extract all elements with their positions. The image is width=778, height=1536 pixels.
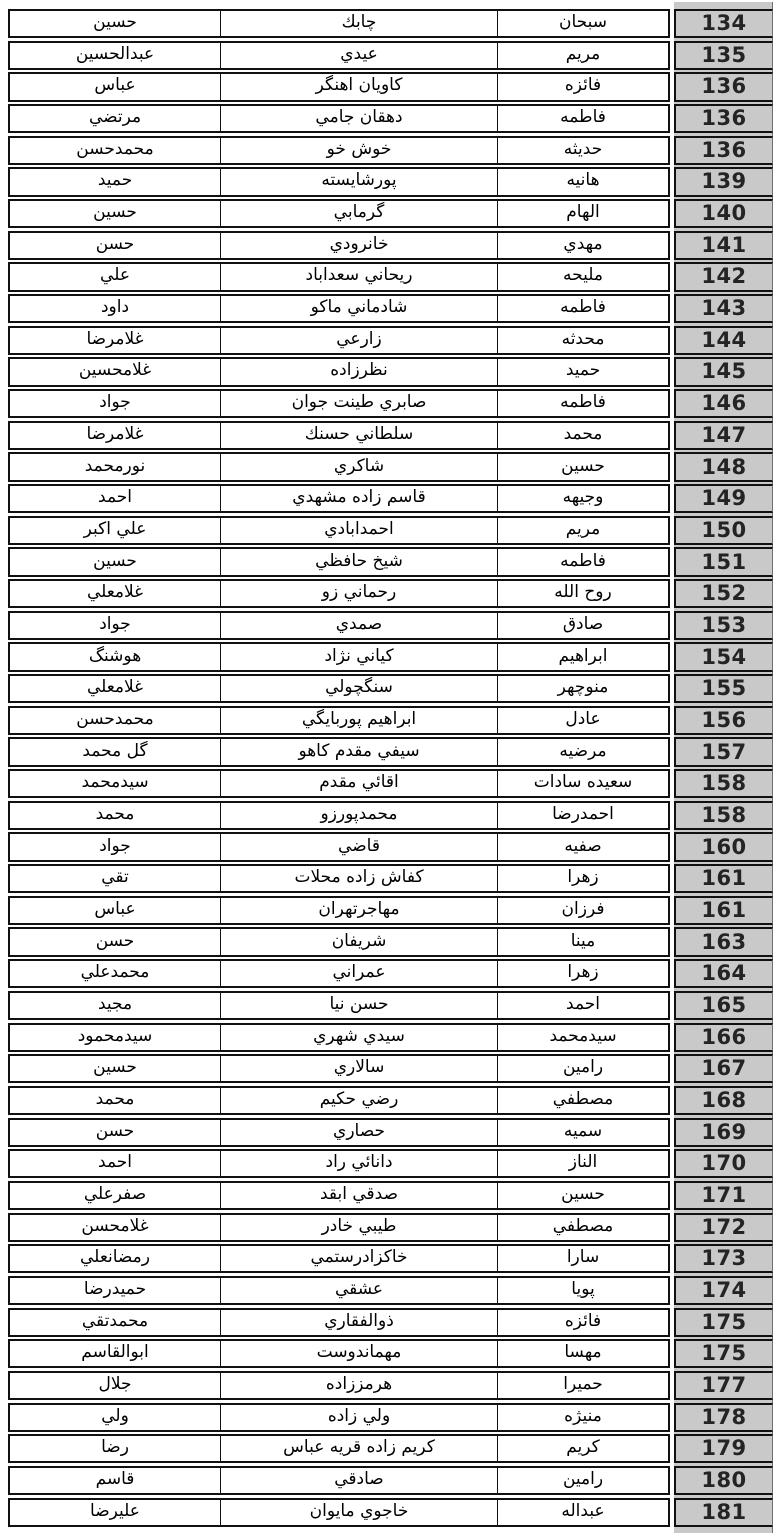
family-name-cell: هرمززاده xyxy=(220,1373,498,1398)
family-name-cell: خوش خو xyxy=(220,138,498,163)
name-cells-group xyxy=(8,1213,670,1242)
family-name-cell: شادماني ماكو xyxy=(220,296,498,321)
family-name-cell: زارعي xyxy=(220,328,498,353)
row-number-cell: 172 xyxy=(674,1213,773,1242)
family-name-cell: خانرودي xyxy=(220,233,498,258)
row-number-cell: 156 xyxy=(674,706,773,735)
first-name-cell: حميرا xyxy=(563,1373,603,1394)
father-name-cell: جواد xyxy=(99,613,131,634)
family-name-cell: عيدي xyxy=(220,43,498,68)
row-number-cell: 169 xyxy=(674,1118,773,1147)
father-name-cell: محمدتقي xyxy=(81,1310,149,1331)
family-name-cell: شريفان xyxy=(220,929,498,954)
row-number-cell: 170 xyxy=(674,1149,773,1178)
table-row xyxy=(8,421,773,450)
row-number-cell: 161 xyxy=(674,864,773,893)
table-row xyxy=(8,1308,773,1337)
table-row xyxy=(8,72,773,101)
table-row xyxy=(8,1466,773,1495)
name-cells-group xyxy=(8,1181,670,1210)
name-cells-group xyxy=(8,389,670,418)
family-name-cell: ابراهيم پوربايگي xyxy=(220,708,498,733)
father-name-cell: قاسم xyxy=(95,1469,135,1489)
table-row xyxy=(8,642,773,671)
first-name-cell: مهسا xyxy=(564,1342,602,1363)
name-cells-group xyxy=(8,832,670,861)
father-name-cell: حسين xyxy=(93,550,137,571)
family-name-cell: شاكري xyxy=(220,454,498,479)
table-row xyxy=(8,452,773,481)
row-number-cell: 153 xyxy=(674,611,773,640)
name-cells-group xyxy=(8,579,670,608)
table-row xyxy=(8,1403,773,1432)
first-name-cell: فرزان xyxy=(561,898,605,919)
table-row xyxy=(8,199,773,228)
row-number-cell: 135 xyxy=(674,41,773,70)
first-name-cell: احمد xyxy=(566,993,600,1014)
father-name-cell: احمد xyxy=(98,487,132,508)
father-name-cell: سيدمحمد xyxy=(81,772,149,793)
father-name-cell: صفرعلي xyxy=(83,1183,147,1204)
name-cells-group xyxy=(8,1498,670,1527)
family-name-cell: صابري طينت جوان xyxy=(220,391,498,416)
father-name-cell: رمضانعلي xyxy=(80,1247,150,1268)
father-name-cell: ابوالقاسم xyxy=(81,1342,149,1363)
first-name-cell: كريم xyxy=(566,1437,600,1458)
row-number-cell: 154 xyxy=(674,642,773,671)
table-row xyxy=(8,1023,773,1052)
name-cells-group xyxy=(8,1244,670,1273)
family-name-cell: نظرزاده xyxy=(220,359,498,384)
first-name-cell: فاطمه xyxy=(560,392,606,413)
first-name-cell: مينا xyxy=(570,930,596,951)
row-number-cell: 177 xyxy=(674,1371,773,1400)
family-name-cell: دانائي راد xyxy=(220,1151,498,1176)
name-cells-group xyxy=(8,9,670,38)
first-name-cell: منوچهر xyxy=(557,677,609,698)
first-name-cell: سعيده سادات xyxy=(533,772,633,793)
father-name-cell: غلامحسن xyxy=(81,1215,149,1236)
father-name-cell: هوشنگ xyxy=(88,645,142,666)
first-name-cell: سارا xyxy=(566,1247,600,1268)
father-name-cell: جواد xyxy=(99,392,131,413)
first-name-cell: منيژه xyxy=(564,1405,602,1426)
father-name-cell: تقي xyxy=(101,867,129,888)
name-cells-group xyxy=(8,737,670,766)
father-name-cell: ولي xyxy=(101,1405,129,1426)
name-cells-group xyxy=(8,864,670,893)
row-number-cell: 168 xyxy=(674,1086,773,1115)
name-cells-group xyxy=(8,801,670,830)
father-name-cell: نورمحمد xyxy=(84,455,146,476)
first-name-cell: مهدي xyxy=(563,233,603,254)
father-name-cell: عبدالحسين xyxy=(75,43,155,64)
family-name-cell: قاضي xyxy=(220,834,498,859)
table-row xyxy=(8,1434,773,1463)
row-number-cell: 143 xyxy=(674,294,773,323)
name-cells-group xyxy=(8,1308,670,1337)
family-name-cell: سالاري xyxy=(220,1056,498,1081)
father-name-cell: رضا xyxy=(101,1437,129,1458)
table-row xyxy=(8,516,773,545)
family-name-cell: شيخ حافظي xyxy=(220,549,498,574)
name-cells-group xyxy=(8,199,670,228)
table-row xyxy=(8,927,773,956)
family-name-cell: عمراني xyxy=(220,961,498,986)
row-number-cell: 148 xyxy=(674,452,773,481)
first-name-cell: پويا xyxy=(571,1278,595,1299)
row-number-cell: 155 xyxy=(674,674,773,703)
first-name-cell: فائزه xyxy=(564,75,602,96)
father-name-cell: غلامرضا xyxy=(86,328,144,349)
father-name-cell: حسين xyxy=(93,12,137,33)
name-cells-group xyxy=(8,326,670,355)
family-name-cell: مهماندوست xyxy=(220,1341,498,1366)
name-cells-group xyxy=(8,136,670,165)
father-name-cell: حسن xyxy=(95,1120,135,1141)
table-row xyxy=(8,484,773,513)
first-name-cell: فائزه xyxy=(564,1310,602,1331)
table-row xyxy=(8,1244,773,1273)
first-name-cell: وجيهه xyxy=(562,487,604,508)
first-name-cell: مصطفي xyxy=(552,1215,614,1236)
first-name-cell: فاطمه xyxy=(560,297,606,318)
father-name-cell: محمد xyxy=(95,803,135,824)
father-name-cell: حسين xyxy=(93,1057,137,1078)
table-row xyxy=(8,231,773,260)
family-name-cell: طيبي خادر xyxy=(220,1215,498,1240)
name-cells-group xyxy=(8,357,670,386)
row-number-cell: 165 xyxy=(674,991,773,1020)
table-row xyxy=(8,294,773,323)
first-name-cell: سميه xyxy=(563,1120,603,1141)
table-row xyxy=(8,1054,773,1083)
father-name-cell: گل محمد xyxy=(82,740,148,761)
row-number-cell: 142 xyxy=(674,262,773,291)
name-cells-group xyxy=(8,706,670,735)
name-cells-group xyxy=(8,294,670,323)
father-name-cell: حسين xyxy=(93,202,137,223)
table-row xyxy=(8,832,773,861)
row-number-cell: 158 xyxy=(674,801,773,830)
row-number-cell: 152 xyxy=(674,579,773,608)
row-number-cell: 166 xyxy=(674,1023,773,1052)
first-name-cell: روح الله xyxy=(554,582,612,603)
row-number-cell: 136 xyxy=(674,104,773,133)
family-name-cell: ذوالفقاري xyxy=(220,1310,498,1335)
name-cells-group xyxy=(8,231,670,260)
table-row xyxy=(8,1181,773,1210)
first-name-cell: مريم xyxy=(565,43,601,64)
name-cells-group xyxy=(8,896,670,925)
row-number-cell: 178 xyxy=(674,1403,773,1432)
row-number-cell: 179 xyxy=(674,1434,773,1463)
first-name-cell: حسين xyxy=(561,455,605,476)
father-name-cell: حميدرضا xyxy=(83,1278,147,1299)
table-row xyxy=(8,547,773,576)
table-row xyxy=(8,959,773,988)
family-name-cell: ريحاني سعداباد xyxy=(220,264,498,289)
father-name-cell: احمد xyxy=(98,1152,132,1173)
first-name-cell: صفيه xyxy=(564,835,602,856)
family-name-cell: دهقان جامي xyxy=(220,106,498,131)
family-name-cell: سنگچولي xyxy=(220,676,498,701)
family-name-cell: سلطاني حسنك xyxy=(220,423,498,448)
family-name-cell: ولي زاده xyxy=(220,1405,498,1430)
family-name-cell: خاجوي مايوان xyxy=(220,1500,498,1525)
row-number-cell: 146 xyxy=(674,389,773,418)
name-cells-group xyxy=(8,1434,670,1463)
row-number-cell: 158 xyxy=(674,769,773,798)
first-name-cell: فاطمه xyxy=(560,107,606,128)
name-cells-group xyxy=(8,769,670,798)
father-name-cell: سيدمحمود xyxy=(77,1025,153,1046)
table-row xyxy=(8,136,773,165)
name-cells-group xyxy=(8,452,670,481)
table-row xyxy=(8,9,773,38)
father-name-cell: غلامعلي xyxy=(86,677,144,698)
family-name-cell: گرمابي xyxy=(220,201,498,226)
name-cells-group xyxy=(8,1276,670,1305)
name-cells-group xyxy=(8,959,670,988)
family-name-cell: پورشايسته xyxy=(220,169,498,194)
table-row xyxy=(8,326,773,355)
row-number-cell: 150 xyxy=(674,516,773,545)
row-number-cell: 140 xyxy=(674,199,773,228)
first-name-cell: فاطمه xyxy=(560,550,606,571)
name-cells-group xyxy=(8,1023,670,1052)
table-row xyxy=(8,706,773,735)
first-name-cell: محمد xyxy=(563,423,603,444)
row-number-cell: 157 xyxy=(674,737,773,766)
father-name-cell: مرتضي xyxy=(88,107,142,128)
row-number-cell: 149 xyxy=(674,484,773,513)
table-row xyxy=(8,991,773,1020)
father-name-cell: حسن xyxy=(95,233,135,254)
row-number-cell: 136 xyxy=(674,72,773,101)
first-name-cell: هانيه xyxy=(566,170,600,191)
father-name-cell: عباس xyxy=(94,898,136,919)
table-row xyxy=(8,1339,773,1368)
name-cells-group xyxy=(8,1054,670,1083)
first-name-cell: حديثه xyxy=(563,138,603,159)
table-row xyxy=(8,864,773,893)
family-name-cell: احمدابادي xyxy=(220,518,498,543)
father-name-cell: مجيد xyxy=(97,993,133,1014)
table-row xyxy=(8,1276,773,1305)
family-name-cell: حصاري xyxy=(220,1120,498,1145)
table-row xyxy=(8,769,773,798)
row-number-cell: 134 xyxy=(674,9,773,38)
table-row xyxy=(8,1149,773,1178)
family-name-cell: سيدي شهري xyxy=(220,1025,498,1050)
father-name-cell: علي xyxy=(100,265,130,286)
first-name-cell: رامين xyxy=(562,1057,604,1078)
father-name-cell: جواد xyxy=(99,835,131,856)
name-cells-group xyxy=(8,927,670,956)
name-cells-group xyxy=(8,547,670,576)
family-name-cell: كاويان اهنگر xyxy=(220,74,498,99)
row-number-cell: 164 xyxy=(674,959,773,988)
family-name-cell: چابك xyxy=(220,11,498,36)
row-number-cell: 175 xyxy=(674,1308,773,1337)
name-cells-group xyxy=(8,484,670,513)
first-name-cell: مرضيه xyxy=(559,740,607,761)
name-cells-group xyxy=(8,72,670,101)
father-name-cell: محمدحسن xyxy=(76,708,154,729)
first-name-cell: الهام xyxy=(566,202,600,223)
family-name-cell: كريم زاده قريه عباس xyxy=(220,1436,498,1461)
name-cells-group xyxy=(8,991,670,1020)
table-row xyxy=(8,801,773,830)
father-name-cell: محمد xyxy=(95,1088,135,1109)
family-name-cell: محمدپورزو xyxy=(220,803,498,828)
family-name-cell: صدقي ابقد xyxy=(220,1183,498,1208)
table-row xyxy=(8,167,773,196)
table-row xyxy=(8,896,773,925)
father-name-cell: جلال xyxy=(98,1373,132,1394)
name-cells-group xyxy=(8,1466,670,1495)
row-number-cell: 180 xyxy=(674,1466,773,1495)
table-row xyxy=(8,737,773,766)
table-row xyxy=(8,1498,773,1527)
family-name-cell: قاسم زاده مشهدي xyxy=(220,486,498,511)
father-name-cell: عباس xyxy=(94,75,136,96)
family-name-cell: رضي حكيم xyxy=(220,1088,498,1113)
row-number-cell: 136 xyxy=(674,136,773,165)
family-name-cell: صادقي xyxy=(220,1468,498,1493)
first-name-cell: حسين xyxy=(561,1183,605,1204)
first-name-cell: مصطفي xyxy=(552,1088,614,1109)
family-name-cell: سيفي مقدم كاهو xyxy=(220,739,498,764)
records-table xyxy=(8,9,773,1529)
first-name-cell: احمدرضا xyxy=(552,803,614,824)
first-name-cell: زهرا xyxy=(567,962,599,983)
father-name-cell: غلامحسين xyxy=(78,360,152,381)
father-name-cell: عليرضا xyxy=(90,1500,140,1521)
family-name-cell: كياني نژاد xyxy=(220,644,498,669)
name-cells-group xyxy=(8,1118,670,1147)
name-cells-group xyxy=(8,1339,670,1368)
row-number-cell: 144 xyxy=(674,326,773,355)
first-name-cell: محدثه xyxy=(561,328,605,349)
father-name-cell: محمدعلي xyxy=(80,962,150,983)
first-name-cell: مريم xyxy=(565,518,601,539)
table-row xyxy=(8,41,773,70)
first-name-cell: سيدمحمد xyxy=(549,1025,617,1046)
row-number-cell: 145 xyxy=(674,357,773,386)
table-row xyxy=(8,1086,773,1115)
row-number-cell: 175 xyxy=(674,1339,773,1368)
table-row xyxy=(8,262,773,291)
family-name-cell: رحماني زو xyxy=(220,581,498,606)
table-row xyxy=(8,1213,773,1242)
father-name-cell: داود xyxy=(100,297,130,318)
first-name-cell: صادق xyxy=(562,613,604,634)
row-number-cell: 160 xyxy=(674,832,773,861)
row-number-cell: 139 xyxy=(674,167,773,196)
row-number-cell: 181 xyxy=(674,1498,773,1527)
name-cells-group xyxy=(8,41,670,70)
family-name-cell: اقائي مقدم xyxy=(220,771,498,796)
name-cells-group xyxy=(8,104,670,133)
father-name-cell: حسن xyxy=(95,930,135,951)
first-name-cell: الناز xyxy=(568,1152,598,1173)
row-number-cell: 174 xyxy=(674,1276,773,1305)
table-row xyxy=(8,1118,773,1147)
name-cells-group xyxy=(8,611,670,640)
table-row xyxy=(8,389,773,418)
first-name-cell: سبحان xyxy=(559,12,608,33)
name-cells-group xyxy=(8,642,670,671)
name-cells-group xyxy=(8,516,670,545)
name-cells-group xyxy=(8,1149,670,1178)
table-row xyxy=(8,579,773,608)
name-cells-group xyxy=(8,1086,670,1115)
first-name-cell: زهرا xyxy=(567,867,599,888)
row-number-cell: 161 xyxy=(674,896,773,925)
father-name-cell: علي اكبر xyxy=(83,518,147,539)
row-number-cell: 167 xyxy=(674,1054,773,1083)
family-name-cell: مهاجرتهران xyxy=(220,898,498,923)
first-name-cell: حميد xyxy=(565,360,601,381)
father-name-cell: غلامعلي xyxy=(86,582,144,603)
first-name-cell: ابراهيم xyxy=(558,645,608,666)
row-number-cell: 171 xyxy=(674,1181,773,1210)
family-name-cell: حسن نيا xyxy=(220,993,498,1018)
name-cells-group xyxy=(8,262,670,291)
name-cells-group xyxy=(8,674,670,703)
first-name-cell: مليحه xyxy=(563,265,603,286)
row-number-cell: 151 xyxy=(674,547,773,576)
family-name-cell: صمدي xyxy=(220,613,498,638)
table-row xyxy=(8,104,773,133)
family-name-cell: خاكزادرستمي xyxy=(220,1246,498,1271)
table-row xyxy=(8,674,773,703)
first-name-cell: عادل xyxy=(565,708,601,729)
family-name-cell: عشقي xyxy=(220,1278,498,1303)
name-cells-group xyxy=(8,167,670,196)
family-name-cell: كفاش زاده محلات xyxy=(220,866,498,891)
row-number-cell: 147 xyxy=(674,421,773,450)
father-name-cell: حميد xyxy=(97,170,133,191)
row-number-cell: 141 xyxy=(674,231,773,260)
father-name-cell: غلامرضا xyxy=(86,423,144,444)
name-cells-group xyxy=(8,1403,670,1432)
table-row xyxy=(8,357,773,386)
name-cells-group xyxy=(8,421,670,450)
table-row xyxy=(8,611,773,640)
table-row xyxy=(8,1371,773,1400)
first-name-cell: عبداله xyxy=(561,1500,605,1521)
name-cells-group xyxy=(8,1371,670,1400)
first-name-cell: رامين xyxy=(562,1469,604,1489)
father-name-cell: محمدحسن xyxy=(76,138,154,159)
row-number-cell: 163 xyxy=(674,927,773,956)
row-number-cell: 173 xyxy=(674,1244,773,1273)
